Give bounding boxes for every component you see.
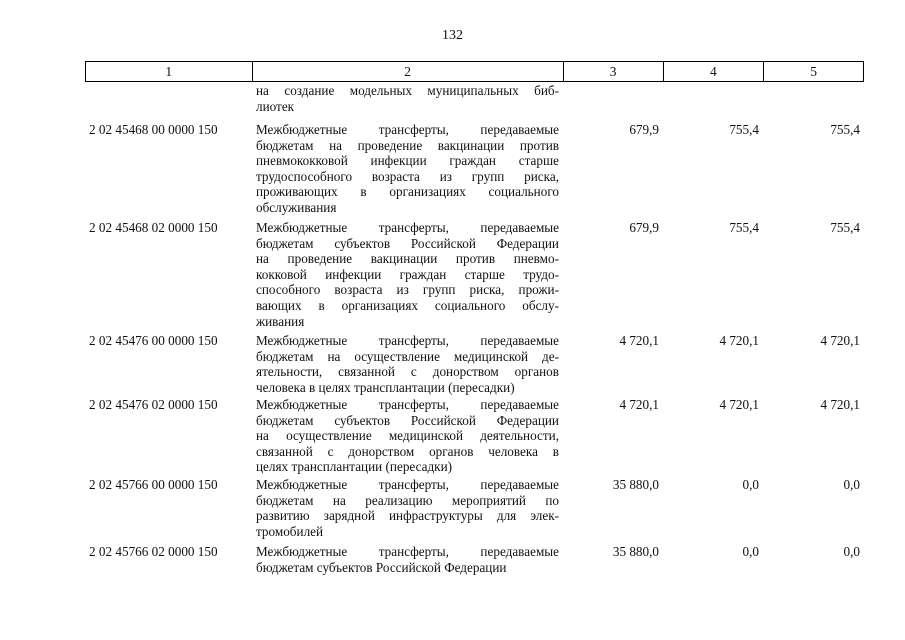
description-line: Межбюджетные трансферты, передаваемые (256, 122, 559, 137)
budget-code: 2 02 45766 00 0000 150 (89, 477, 218, 492)
row-description (256, 220, 559, 329)
amount-v5: 0,0 (843, 544, 860, 559)
description-line: кокковой инфекции граждан старше трудо- (256, 266, 559, 282)
description-line: лиотек (256, 98, 295, 114)
description-line: бюджетам субъектов Российской Федерации (256, 412, 559, 428)
description-line: вающих в организациях социального обслу- (256, 297, 559, 313)
description-line: Межбюджетные трансферты, передаваемые (256, 477, 559, 492)
description-line: бюджетам на проведение вакцинации против (256, 137, 559, 153)
description-line: тромобилей (256, 523, 324, 539)
column-header-5: 5 (810, 64, 818, 79)
table-header (85, 61, 864, 82)
description-line: бюджетам субъектов Российской Федерации (256, 235, 559, 251)
amount-v3: 4 720,1 (619, 397, 659, 412)
page-number: 132 (442, 28, 463, 43)
column-header-3: 3 (564, 62, 664, 81)
description-line: на осуществление медицинской деятельности, (256, 428, 559, 444)
column-header-4: 4 (664, 62, 765, 81)
amount-v5: 4 720,1 (820, 333, 860, 348)
description-line: человека в целях трансплантации (пересадки) (256, 379, 515, 395)
description-line: связанной с донорством органов человека в (256, 443, 559, 459)
amount-v5: 4 720,1 (820, 397, 860, 412)
description-line: на проведение вакцинации против пневмо- (256, 251, 559, 267)
row-description (256, 544, 559, 575)
amount-v3: 679,9 (629, 220, 659, 235)
description-line: бюджетам субъектов Российской Федерации (256, 559, 507, 575)
row-description (256, 122, 559, 216)
row-description (256, 397, 559, 475)
description-line: на создание модельных муниципальных биб- (256, 83, 559, 98)
description-line: живания (256, 313, 305, 329)
budget-code: 2 02 45468 02 0000 150 (89, 220, 218, 235)
amount-v3: 679,9 (629, 122, 659, 137)
amount-v4: 755,4 (729, 122, 759, 137)
budget-code: 2 02 45476 02 0000 150 (89, 397, 218, 412)
amount-v4: 4 720,1 (719, 333, 759, 348)
amount-v5: 755,4 (830, 122, 860, 137)
budget-code: 2 02 45468 00 0000 150 (89, 122, 218, 137)
amount-v4: 755,4 (729, 220, 759, 235)
amount-v4: 4 720,1 (719, 397, 759, 412)
row-description (256, 477, 559, 539)
amount-v3: 4 720,1 (619, 333, 659, 348)
description-line: бюджетам на осуществление медицинской де- (256, 348, 559, 364)
description-line: Межбюджетные трансферты, передаваемые (256, 333, 559, 348)
amount-v3: 35 880,0 (612, 544, 659, 559)
description-line: проживающих в организациях социального (256, 184, 559, 200)
budget-code: 2 02 45766 02 0000 150 (89, 544, 218, 559)
description-line: трудоспособного возраста из групп риска, (256, 168, 559, 184)
amount-v5: 755,4 (830, 220, 860, 235)
description-line: развитию зарядной инфраструктуры для элек- (256, 508, 559, 524)
amount-v3: 35 880,0 (612, 477, 659, 492)
description-line: Межбюджетные трансферты, передаваемые (256, 544, 559, 559)
row-description (256, 83, 559, 114)
amount-v4: 0,0 (742, 477, 759, 492)
amount-v4: 0,0 (742, 544, 759, 559)
description-line: бюджетам на реализацию мероприятий по (256, 492, 559, 508)
description-line: способного возраста из групп риска, прожи- (256, 282, 559, 298)
description-line: Межбюджетные трансферты, передаваемые (256, 397, 559, 412)
amount-v5: 0,0 (843, 477, 860, 492)
row-description (256, 333, 559, 395)
description-line: пневмококковой инфекции граждан старше (256, 153, 559, 169)
column-header-2: 2 (253, 62, 564, 81)
description-line: ятельности, связанной с донорством органов (256, 364, 559, 380)
description-line: Межбюджетные трансферты, передаваемые (256, 220, 559, 235)
column-header-1: 1 (86, 62, 253, 81)
description-line: целях трансплантации (пересадки) (256, 459, 453, 475)
description-line: обслуживания (256, 199, 337, 215)
budget-code: 2 02 45476 00 0000 150 (89, 333, 218, 348)
